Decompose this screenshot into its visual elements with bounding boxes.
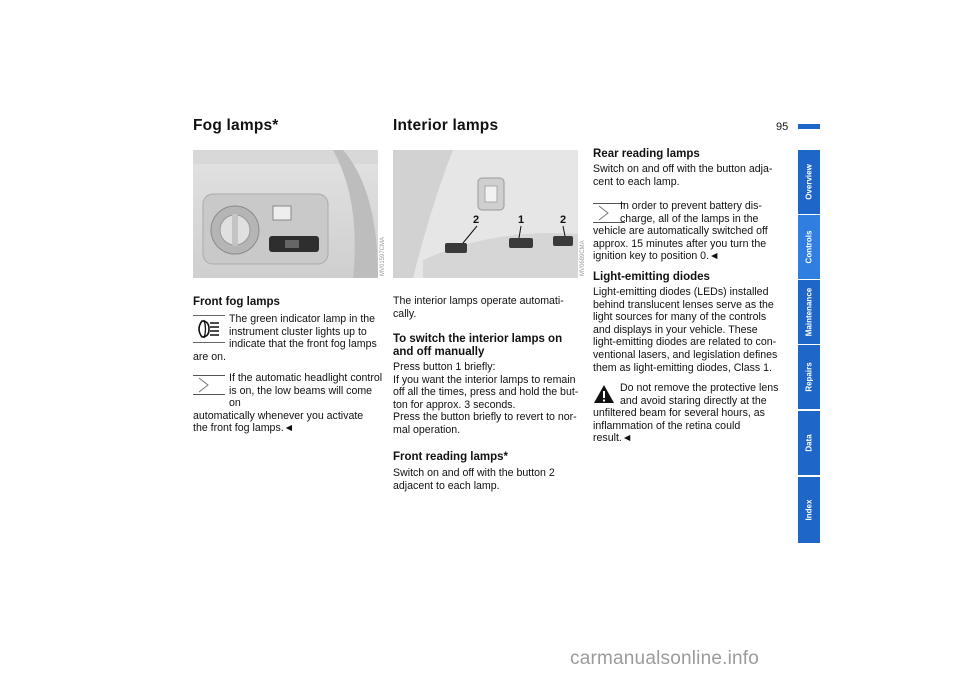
watermark: carmanualsonline.info [570,648,760,669]
tab-maintenance[interactable]: Maintenance [798,280,820,344]
section-title-interior-lamps: Interior lamps [393,117,499,134]
fog-lamp-switch-photo [193,150,378,278]
tab-overview[interactable]: Overview [798,150,820,214]
subheading-rear-reading-lamps: Rear reading lamps [593,148,700,160]
fog-lamps-paragraph-2: If the automatic headlight control is on, the low beams will come on automatically whenever you activate the front fog lamps.◄ [193,372,383,435]
subheading-switch-interior-lamps: To switch the interior lamps on and off manually [393,333,563,358]
tab-controls[interactable]: Controls [798,215,820,279]
callout-2-right: 2 [560,214,567,226]
page-accent-bar [798,124,820,129]
subheading-front-reading-lamps: Front reading lamps* [393,451,509,463]
section-title-fog-lamps: Fog lamps* [193,117,279,134]
front-reading-lamps-paragraph: Switch on and off with the button 2 adjacent to each lamp. [393,467,555,492]
interior-lamps-photo [393,150,578,278]
callout-1: 1 [518,214,525,226]
subheading-light-emitting-diodes: Light-emitting diodes [593,271,710,283]
photo-code: MV01597CMA [380,236,386,276]
fog-lamps-paragraph-1: The green indicator lamp in the instrument cluster lights up to indicate that the front fog lamps are on. [193,313,377,363]
subheading-front-fog-lamps: Front fog lamps [193,296,280,308]
page-number: 95 [776,121,789,133]
tab-data[interactable]: Data [798,411,820,475]
rear-reading-lamps-paragraph: Switch on and off with the button adja- cent to each lamp. [593,163,773,188]
photo-code: MV0689CMA [580,240,586,276]
interior-lamps-paragraph-2: Press button 1 briefly: If you want the interior lamps to remain off all the times, press and hold the but- ton for approx. 3 seconds. Press the button briefly to revert to nor- mal operation. [393,361,579,436]
tab-repairs[interactable]: Repairs [798,345,820,409]
battery-note-paragraph: In order to prevent battery dis- charge, all of the lamps in the vehicle are automatically switched off approx. 15 minutes after you turn the ignition key to position 0.◄ [593,200,768,263]
led-warning-paragraph: Do not remove the protective lens and avoid staring directly at the unfiltered beam for several hours, as inflammation of the retina could result.◄ [593,382,779,445]
tab-index[interactable]: Index [798,477,820,543]
interior-lamps-paragraph-1: The interior lamps operate automati- cally. [393,295,564,320]
led-paragraph: Light-emitting diodes (LEDs) installed behind translucent lenses serve as the light sources for many of the controls and displays in your vehicle. These light-emitting diodes are related to con- ventional lasers, and legislation defines them as light-emitting diodes, Class 1. [593,286,778,374]
callout-2-left: 2 [473,214,480,226]
